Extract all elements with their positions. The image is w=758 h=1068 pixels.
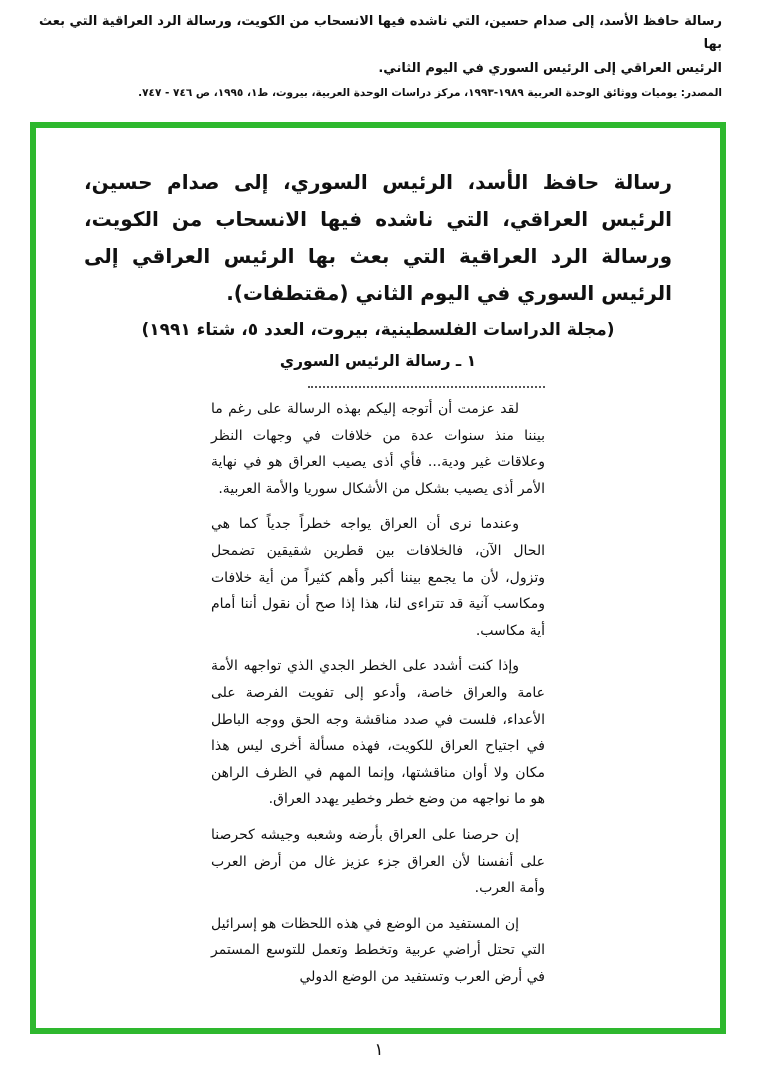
document-title: رسالة حافظ الأسد، الرئيس السوري، إلى صدام حسين، الرئيس العراقي، التي ناشده فيها الانسحاب من الكويت، ورسالة الرد العراقية التي بعث بها الرئيس العراقي إلى الرئيس السوري في اليوم الثاني (مقتطفات). — [84, 170, 672, 305]
body-paragraph: لقد عزمت أن أتوجه إليكم بهذه الرسالة على رغم ما بيننا منذ سنوات عدة من خلافات في وجهات النظر وعلاقات غير ودية... فأي أذى يصيب العراق هو في نهاية الأمر أذى يصيب بشكل من الأشكال سوريا والأمة العربية. — [211, 401, 545, 497]
page-header — [0, 0, 758, 103]
page-number: ١ — [374, 1040, 384, 1060]
header-source-citation: المصدر: يوميات ووثائق الوحدة العربية ١٩٨٩-١٩٩٣، مركز دراسات الوحدة العربية، بيروت، ط١، ١٩٩٥، ص ٧٤٦ - ٧٤٧. — [138, 87, 722, 100]
ellipsis-separator — [308, 386, 545, 388]
body-paragraph: وعندما نرى أن العراق يواجه خطراً جدياً كما هي الحال الآن، فالخلافات بين قطرين شقيقين تضمحل وتزول، لأن ما يجمع بيننا أكبر وأهم كثيراً من أية خلافات ومكاسب آنية قد تتراءى لنا، هذا إذا صح أن نقول أننا أمام أية مكاسب. — [211, 516, 545, 639]
journal-reference: (مجلة الدراسات الفلسطينية، بيروت، العدد ٥، شتاء ١٩٩١) — [141, 320, 615, 340]
header-title-line1: رسالة حافظ الأسد، إلى صدام حسين، التي ناشده فيها الانسحاب من الكويت، ورسالة الرد العراقية التي بعث بها — [38, 14, 722, 53]
body-paragraph: إن حرصنا على العراق بأرضه وشعبه وجيشه كحرصنا على أنفسنا لأن العراق جزء عزيز غال من أرض العرب وأمة العرب. — [211, 826, 545, 897]
scan-frame — [30, 122, 726, 1034]
header-title-line2: الرئيس العراقي إلى الرئيس السوري في اليوم الثاني. — [378, 60, 722, 76]
body-paragraph: إن المستفيد من الوضع في هذه اللحظات هو إسرائيل التي تحتل أراضي عربية وتخطط وتعمل للتوسع المستمر في أرض العرب وتستفيد من الوضع الدولي — [211, 915, 545, 985]
body-paragraph: وإذا كنت أشدد على الخطر الجدي الذي تواجهه الأمة عامة والعراق خاصة، وأدعو إلى تفويت الفرصة على الأعداء، فلست في صدد مناقشة وجه الحق ووجه الباطل في اجتياح العراق للكويت، فهذه مسألة أخرى ليس هذا مكان ولا أوان مناقشتها، وإنما المهم في الظرف الراهن هو ما نواجهه من وضع خطر وخطير يهدد العراق. — [211, 658, 545, 808]
section-heading: ١ ـ رسالة الرئيس السوري — [279, 352, 477, 370]
document-body — [211, 386, 545, 990]
